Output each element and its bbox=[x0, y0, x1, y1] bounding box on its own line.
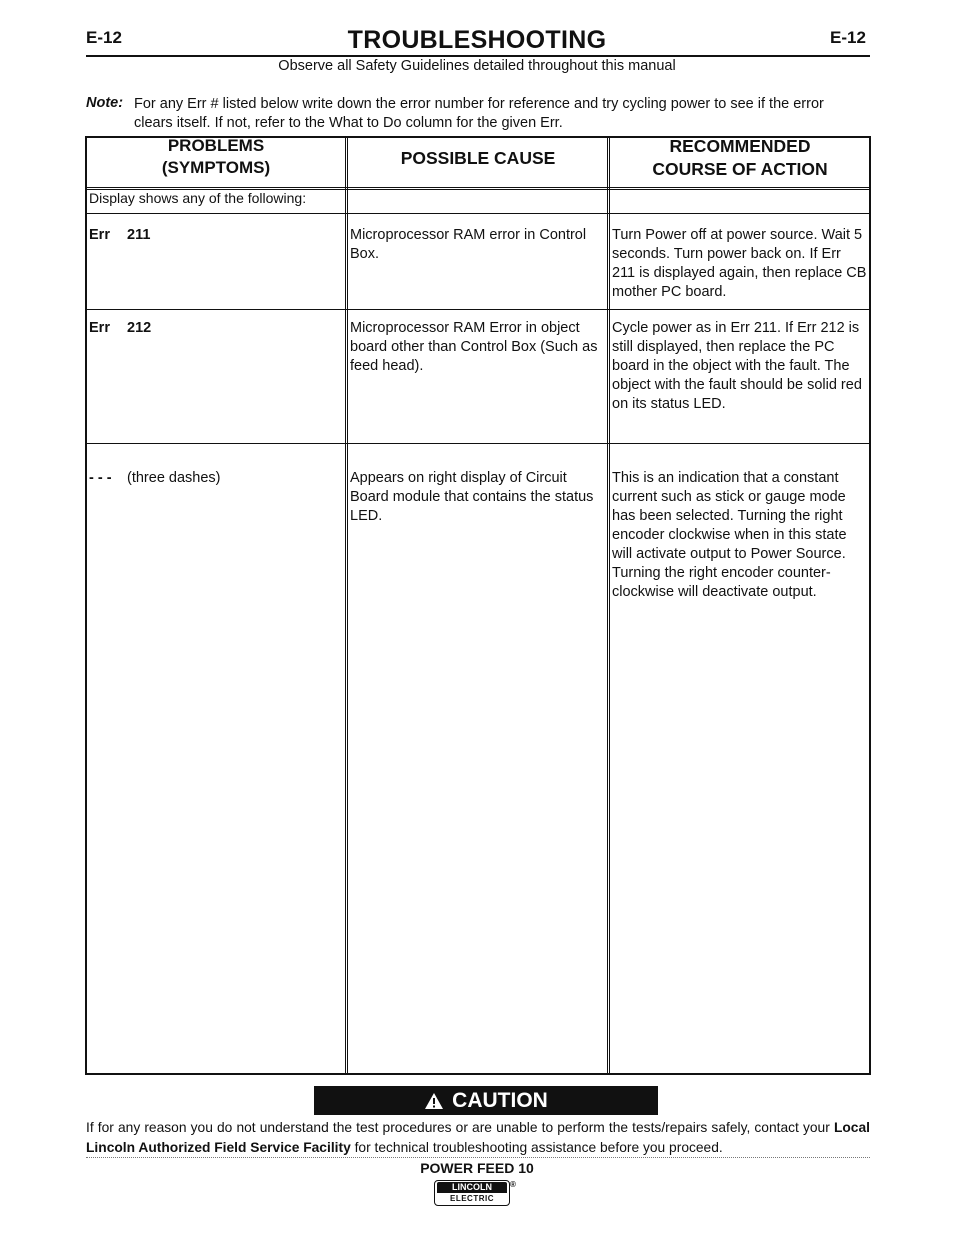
col-divider-1b bbox=[347, 136, 348, 1074]
row2-code: Err bbox=[89, 320, 110, 336]
caution-banner bbox=[314, 1086, 658, 1115]
header-cause: POSSIBLE CAUSE bbox=[400, 148, 556, 168]
caution-text-bold: Local Lincoln Authorized Field Service Facility bbox=[86, 1120, 870, 1155]
row1-cause: Microprocessor RAM error in Control Box. bbox=[350, 227, 587, 262]
row2-number: 212 bbox=[127, 320, 152, 336]
row2-cause: Microprocessor RAM Error in object board other than Control Box (Such as feed head). bbox=[350, 320, 598, 374]
model-name: POWER FEED 10 bbox=[420, 1160, 534, 1176]
header-action bbox=[610, 135, 870, 181]
header-divider-a bbox=[85, 187, 871, 188]
header-action-line2: COURSE OF ACTION bbox=[652, 159, 828, 179]
caution-text bbox=[86, 1118, 870, 1158]
table-border-right bbox=[869, 136, 871, 1074]
title-rule bbox=[86, 55, 870, 57]
row-divider-2 bbox=[85, 443, 871, 444]
header-action-line1: RECOMMENDED bbox=[669, 136, 811, 156]
warning-triangle-icon bbox=[424, 1092, 444, 1110]
row-divider-intro bbox=[85, 213, 871, 214]
row2-action: Cycle power as in Err 211. If Err 212 is still displayed, then replace the PC board in the object with the fault. The object with the fault should be solid red on its status LED. bbox=[612, 320, 862, 412]
safety-line: Observe all Safety Guidelines detailed throughout this manual bbox=[278, 58, 676, 74]
row-divider-1 bbox=[85, 309, 871, 310]
table-border-bottom bbox=[85, 1073, 871, 1075]
page-code-right: E-12 bbox=[830, 28, 866, 47]
logo-bottom-text: ELECTRIC bbox=[450, 1194, 494, 1203]
caution-text-end: for technical troubleshooting assistance before you proceed. bbox=[354, 1140, 723, 1155]
footer-divider bbox=[86, 1157, 870, 1158]
registered-mark: ® bbox=[510, 1180, 516, 1189]
logo-top-text: LINCOLN bbox=[437, 1182, 507, 1193]
caution-text-start: If for any reason you do not understand the test procedures or are unable to perform the tests/repairs safely, contact your bbox=[86, 1120, 830, 1135]
row1-action: Turn Power off at power source. Wait 5 seconds. Turn power back on. If Err 211 is displayed again, then replace CB mother PC board. bbox=[612, 227, 867, 300]
row3-action: This is an indication that a constant current such as stick or gauge mode has been selected. Turning the right encoder clockwise when in this state will activate output to Power Source. Turning the right encoder counter-clockwise will deactivate output. bbox=[612, 470, 847, 600]
row1-code: Err bbox=[89, 227, 110, 243]
lincoln-electric-logo bbox=[434, 1180, 510, 1206]
table-border-left bbox=[85, 136, 87, 1074]
page-title: TROUBLESHOOTING bbox=[347, 26, 607, 54]
col-divider-1a bbox=[345, 136, 346, 1074]
caution-label: CAUTION bbox=[452, 1088, 548, 1112]
note-label: Note: bbox=[86, 95, 124, 111]
row3-number: (three dashes) bbox=[127, 470, 221, 486]
intro-text: Display shows any of the following: bbox=[89, 190, 307, 206]
header-problems-line1: PROBLEMS bbox=[167, 136, 265, 155]
row3-cause: Appears on right display of Circuit Board module that contains the status LED. bbox=[350, 470, 594, 524]
header-problems-line2: (SYMPTOMS) bbox=[161, 158, 271, 177]
header-problems bbox=[86, 135, 346, 179]
row3-code: - - - bbox=[89, 470, 112, 486]
col-divider-2a bbox=[607, 136, 608, 1074]
note-text: For any Err # listed below write down the error number for reference and try cycling power to see if the error clears itself. If not, refer to the What to Do column for the given Err. bbox=[134, 96, 824, 131]
col-divider-2b bbox=[609, 136, 610, 1074]
page-code-left: E-12 bbox=[86, 28, 122, 47]
row1-number: 211 bbox=[127, 227, 151, 243]
